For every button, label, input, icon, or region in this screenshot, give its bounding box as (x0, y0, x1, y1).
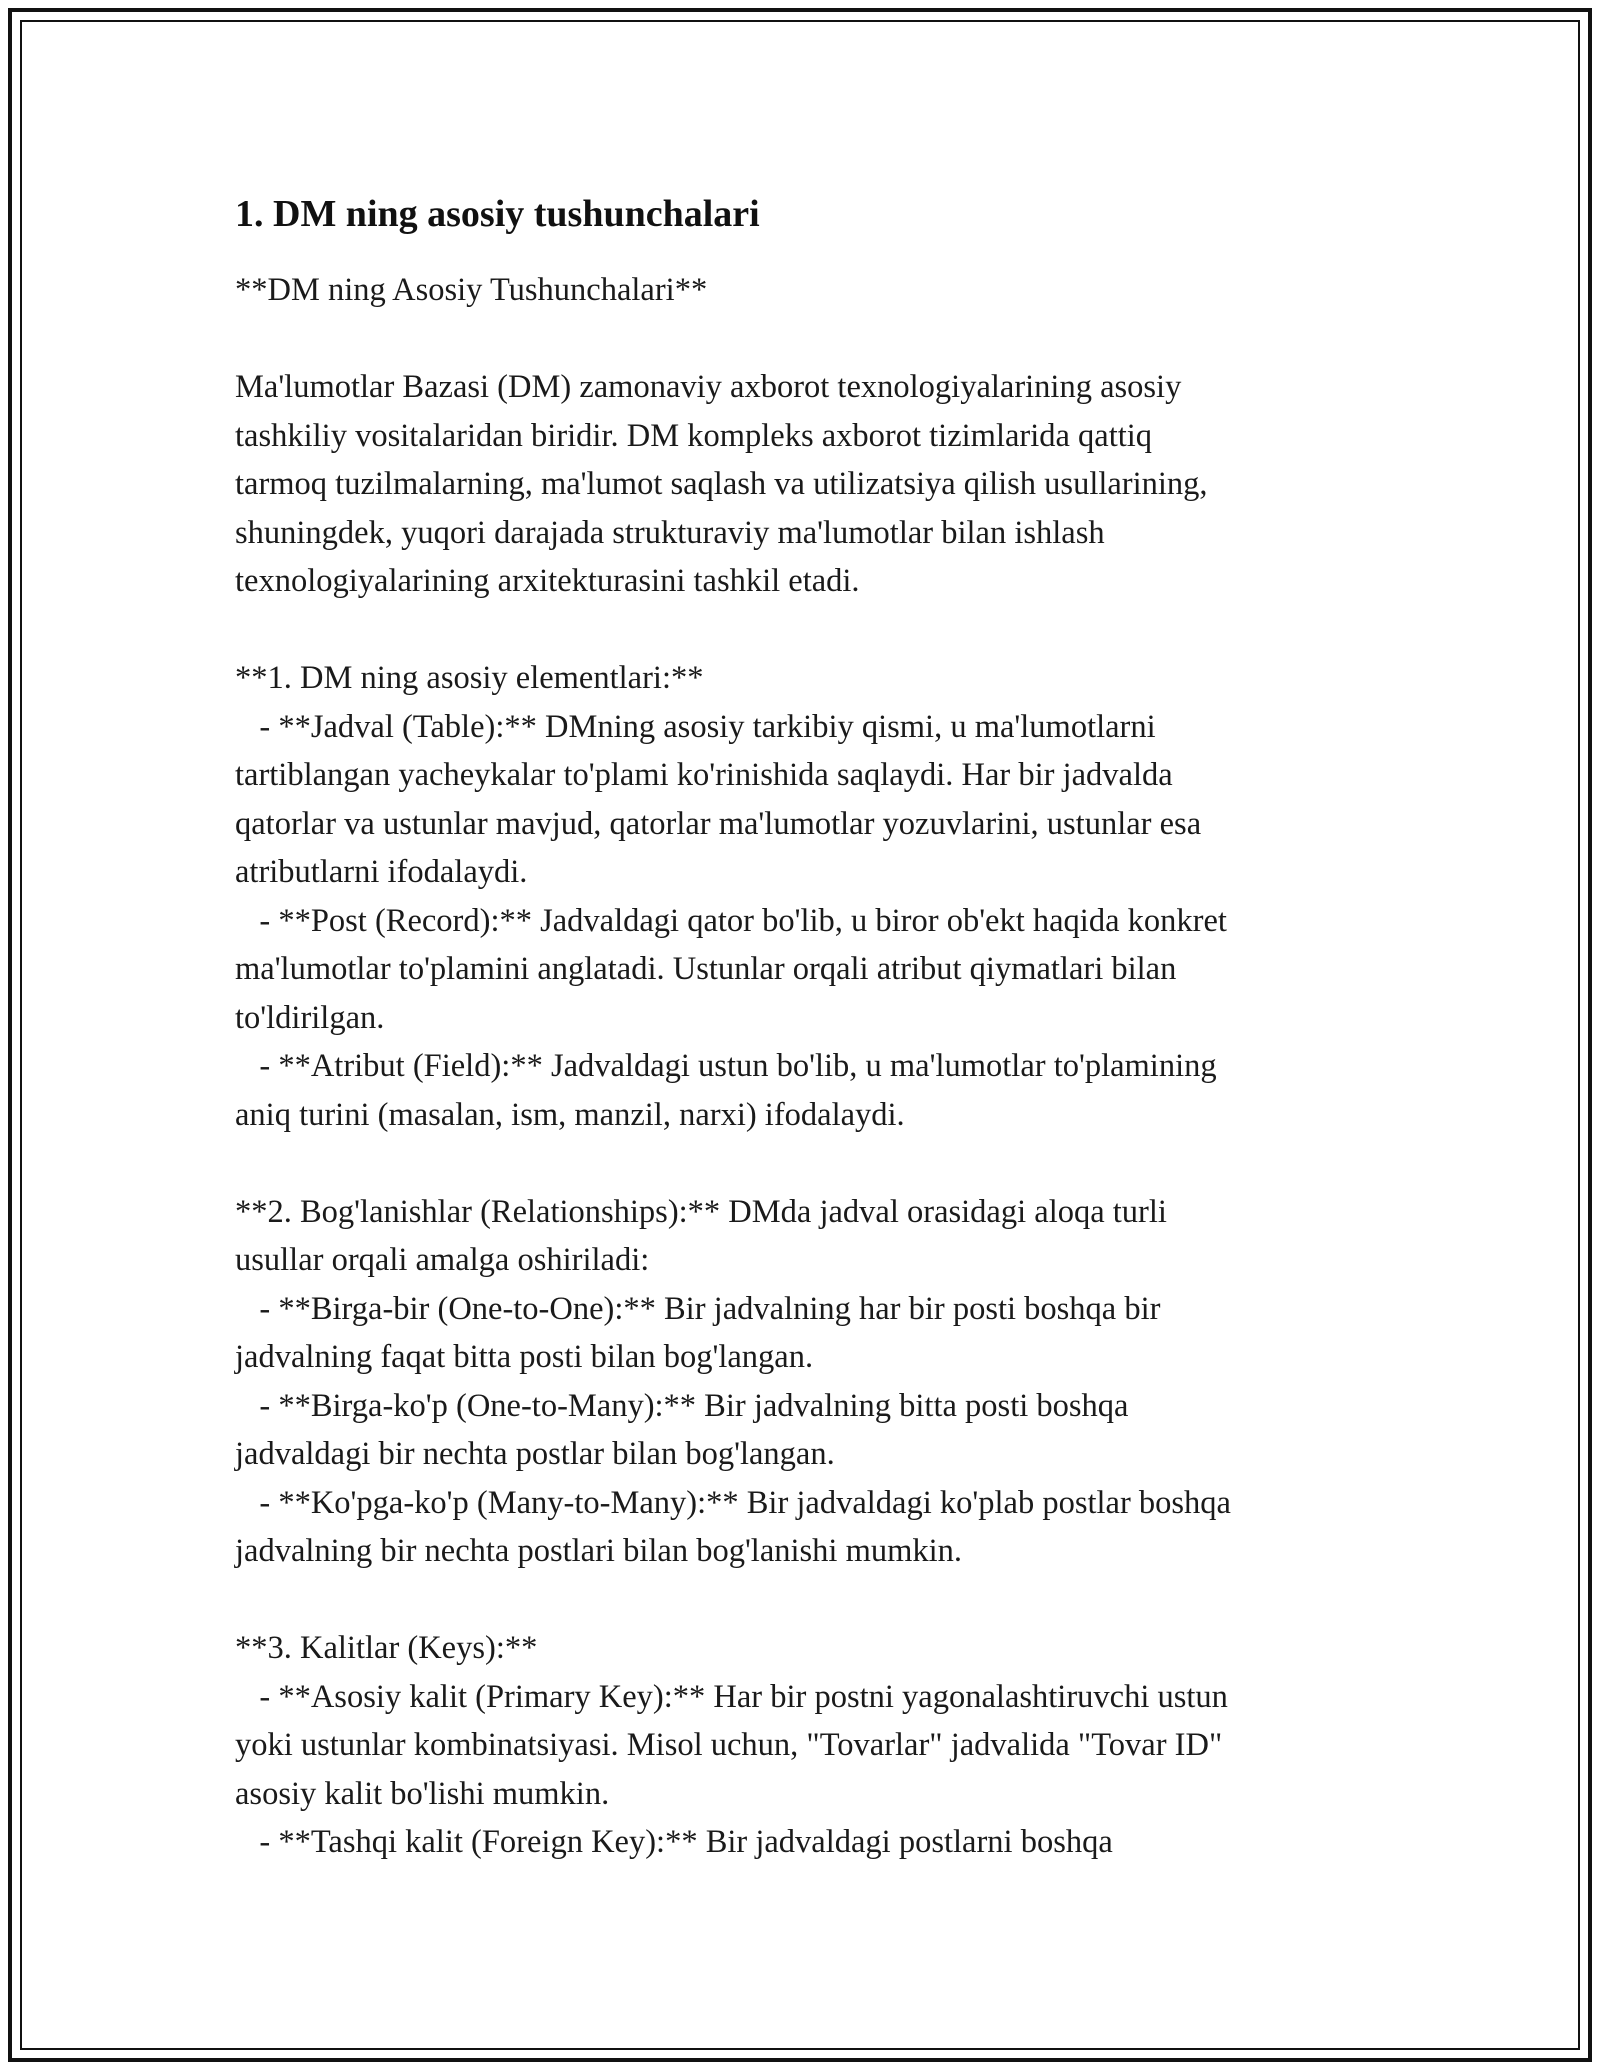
document-content (235, 190, 1395, 1867)
document-body: **DM ning Asosiy Tushunchalari** Ma'lumotlar Bazasi (DM) zamonaviy axborot texnologiyalarining asosiy tashkiliy vositalaridan biridir. DM kompleks axborot tizimlarida qattiq tarmoq tuzilmalarning, ma'lumot saqlash va utilizatsiya qilish usullarining, shuningdek, yuqori darajada strukturaviy ma'lumotlar bilan ishlash texnologiyalarining arxitekturasini tashkil etadi. **1. DM ning asosiy elementlari:** - **Jadval (Table):** DMning asosiy tarkibiy qismi, u ma'lumotlarni tartiblangan yacheykalar to'plami ko'rinishida saqlaydi. Har bir jadvalda qatorlar va ustunlar mavjud, qatorlar ma'lumotlar yozuvlarini, ustunlar esa atributlarni ifodalaydi. - **Post (Record):** Jadvaldagi qator bo'lib, u biror ob'ekt haqida konkret ma'lumotlar to'plamini anglatadi. Ustunlar orqali atribut qiymatlari bilan to'ldirilgan. - **Atribut (Field):** Jadvaldagi ustun bo'lib, u ma'lumotlar to'plamining aniq turini (masalan, ism, manzil, narxi) ifodalaydi. **2. Bog'lanishlar (Relationships):** DMda jadval orasidagi aloqa turli usullar orqali amalga oshiriladi: - **Birga-bir (One-to-One):** Bir jadvalning har bir posti boshqa bir jadvalning faqat bitta posti bilan bog'langan. - **Birga-ko'p (One-to-Many):** Bir jadvalning bitta posti boshqa jadvaldagi bir nechta postlar bilan bog'langan. - **Ko'pga-ko'p (Many-to-Many):** Bir jadvaldagi ko'plab postlar boshqa jadvalning bir nechta postlari bilan bog'lanishi mumkin. **3. Kalitlar (Keys):** - **Asosiy kalit (Primary Key):** Har bir postni yagonalashtiruvchi ustun yoki ustunlar kombinatsiyasi. Misol uchun, "Tovarlar" jadvalida "Tovar ID" asosiy kalit bo'lishi mumkin. - **Tashqi kalit (Foreign Key):** Bir jadvaldagi postlarni boshqa (235, 272, 1231, 1860)
document-title: 1. DM ning asosiy tushunchalari (235, 193, 760, 235)
